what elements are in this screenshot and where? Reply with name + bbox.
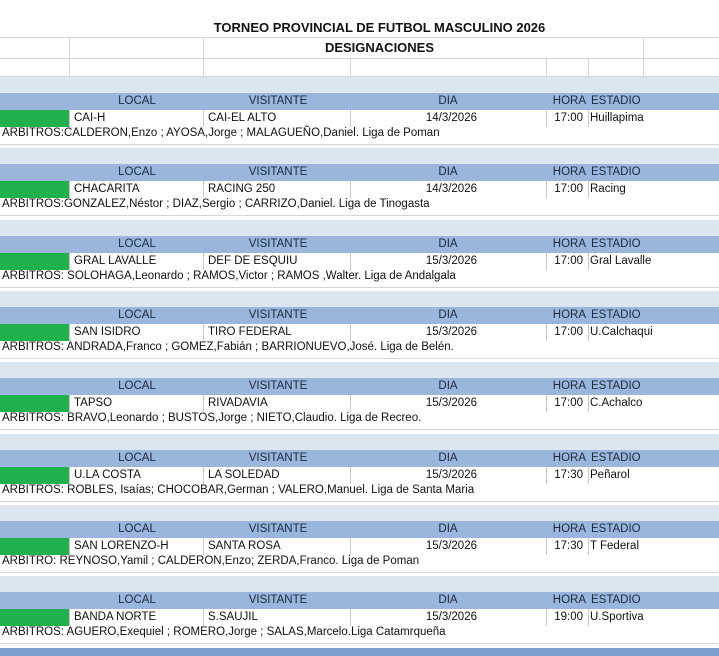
stadium: C.Achalco (590, 397, 643, 409)
header-visitante: VISITANTE (248, 95, 308, 107)
match-date: 15/3/2026 (425, 397, 477, 409)
match-row (0, 324, 719, 341)
cell-separator (588, 609, 589, 626)
cell-separator (69, 324, 70, 341)
gridline (0, 144, 719, 145)
gridline (350, 58, 351, 76)
header-dia: DIA (438, 166, 458, 178)
referees-line: ARBITROS: ANDRADA,Franco ; GOMEZ,Fabián ; BARRIONUEVO,José. Liga de Belén. (2, 341, 454, 353)
match-time: 17:30 (554, 540, 583, 552)
match-row (0, 538, 719, 555)
gridline (0, 215, 719, 216)
header-visitante: VISITANTE (248, 166, 308, 178)
match-date: 15/3/2026 (425, 469, 477, 481)
cell-separator (546, 253, 547, 270)
match-time: 17:00 (554, 397, 583, 409)
cell-separator (546, 609, 547, 626)
match-time: 17:00 (554, 183, 583, 195)
cell-separator (203, 538, 204, 555)
header-hora: HORA (552, 452, 586, 464)
cell-separator (588, 467, 589, 484)
stadium: T Federal (590, 540, 640, 552)
header-visitante: VISITANTE (248, 309, 308, 321)
local-team: CHACARITA (74, 183, 140, 195)
header-estadio: ESTADIO (591, 380, 641, 392)
match-time: 19:00 (554, 611, 583, 623)
visiting-team: SANTA ROSA (208, 540, 281, 552)
header-visitante: VISITANTE (248, 523, 308, 535)
cell-separator (546, 324, 547, 341)
match-date: 14/3/2026 (425, 183, 477, 195)
match-row (0, 181, 719, 198)
visiting-team: RIVADAVIA (208, 397, 268, 409)
match-time: 17:00 (554, 112, 583, 124)
header-estadio: ESTADIO (591, 452, 641, 464)
document-title: TORNEO PROVINCIAL DE FUTBOL MASCULINO 2026 (213, 20, 546, 35)
cell-separator (588, 538, 589, 555)
header-hora: HORA (552, 166, 586, 178)
cell-separator (546, 395, 547, 412)
gridline (0, 429, 719, 430)
visiting-team: LA SOLEDAD (208, 469, 280, 481)
local-team: SAN LORENZO-H (74, 540, 169, 552)
header-band-partial (0, 648, 719, 656)
header-local: LOCAL (118, 166, 156, 178)
gridline (0, 501, 719, 502)
header-hora: HORA (552, 309, 586, 321)
cell-separator (546, 538, 547, 555)
cell-separator (350, 467, 351, 484)
cell-separator (203, 609, 204, 626)
header-dia: DIA (438, 452, 458, 464)
column-header-row (0, 521, 719, 538)
stadium: Gral Lavalle (590, 255, 652, 267)
stadium: Huillapima (590, 112, 644, 124)
cell-separator (546, 181, 547, 198)
spacer-band (0, 148, 719, 164)
cell-separator (69, 467, 70, 484)
header-dia: DIA (438, 95, 458, 107)
cell-separator (203, 467, 204, 484)
match-date: 15/3/2026 (425, 540, 477, 552)
gridline (546, 58, 547, 76)
column-header-row (0, 450, 719, 467)
cell-separator (69, 253, 70, 270)
gridline (588, 58, 589, 76)
header-hora: HORA (552, 95, 586, 107)
header-local: LOCAL (118, 594, 156, 606)
header-estadio: ESTADIO (591, 309, 641, 321)
cell-separator (203, 181, 204, 198)
cell-separator (350, 538, 351, 555)
match-time: 17:00 (554, 255, 583, 267)
visiting-team: DEF DE ESQUIU (208, 255, 298, 267)
referees-line: ARBITROS: SOLOHAGA,Leonardo ; RAMOS,Victor ; RAMOS ,Walter. Liga de Andalgala (2, 270, 456, 282)
spacer-band (0, 77, 719, 93)
gridline (0, 358, 719, 359)
referees-line: ARBITROS: AGUERO,Exequiel ; ROMERO,Jorge ; SALAS,Marcelo.Liga Catamrqueña (2, 626, 446, 638)
cell-separator (588, 110, 589, 127)
local-team: U.LA COSTA (74, 469, 141, 481)
stadium: Racing (590, 183, 626, 195)
header-visitante: VISITANTE (248, 238, 308, 250)
referees-line: ARBITRO: REYNOSO,Yamil ; CALDERON,Enzo; ZERDA,Franco. Liga de Poman (2, 555, 420, 567)
header-estadio: ESTADIO (591, 594, 641, 606)
visiting-team: S.SAUJIL (208, 611, 258, 623)
match-time: 17:00 (554, 326, 583, 338)
header-dia: DIA (438, 523, 458, 535)
cell-separator (69, 538, 70, 555)
referees-line: ARBITROS:GONZALEZ,Néstor ; DIAZ,Sergio ; CARRIZO,Daniel. Liga de Tinogasta (2, 198, 430, 210)
header-local: LOCAL (118, 380, 156, 392)
cell-separator (350, 110, 351, 127)
cell-separator (69, 609, 70, 626)
referees-line: ARBITROS:CALDERON,Enzo ; AYOSA,Jorge ; MALAGUEÑO,Daniel. Liga de Poman (2, 127, 440, 139)
stadium: U.Sportiva (590, 611, 644, 623)
local-team: SAN ISIDRO (74, 326, 141, 338)
column-header-row (0, 307, 719, 324)
match-date: 15/3/2026 (425, 326, 477, 338)
header-visitante: VISITANTE (248, 452, 308, 464)
local-team: CAI-H (74, 112, 106, 124)
referees-line: ARBITROS: BRAVO,Leonardo ; BUSTOS,Jorge ; NIETO,Claudio. Liga de Recreo. (2, 412, 422, 424)
header-hora: HORA (552, 380, 586, 392)
visiting-team: TIRO FEDERAL (208, 326, 292, 338)
column-header-row (0, 378, 719, 395)
gridline (0, 643, 719, 644)
referees-line: ARBITROS: ROBLES, Isaías; CHOCOBAR,German ; VALERO,Manuel. Liga de Santa Maria (2, 484, 475, 496)
local-team: GRAL LAVALLE (74, 255, 157, 267)
header-estadio: ESTADIO (591, 95, 641, 107)
gridline (0, 287, 719, 288)
header-dia: DIA (438, 594, 458, 606)
cell-separator (588, 181, 589, 198)
cell-separator (588, 324, 589, 341)
header-hora: HORA (552, 523, 586, 535)
header-visitante: VISITANTE (248, 380, 308, 392)
header-estadio: ESTADIO (591, 166, 641, 178)
spacer-band (0, 505, 719, 521)
cell-separator (588, 253, 589, 270)
cell-separator (350, 253, 351, 270)
header-dia: DIA (438, 238, 458, 250)
header-dia: DIA (438, 380, 458, 392)
spacer-band (0, 291, 719, 307)
match-row (0, 395, 719, 412)
gridline (0, 37, 719, 38)
cell-separator (588, 395, 589, 412)
cell-separator (69, 395, 70, 412)
document-subtitle: DESIGNACIONES (324, 40, 435, 55)
header-local: LOCAL (118, 309, 156, 321)
status-marker (0, 538, 69, 555)
stadium: Peñarol (590, 469, 630, 481)
header-local: LOCAL (118, 238, 156, 250)
match-date: 15/3/2026 (425, 255, 477, 267)
header-estadio: ESTADIO (591, 238, 641, 250)
header-estadio: ESTADIO (591, 523, 641, 535)
column-header-row (0, 93, 719, 110)
status-marker (0, 467, 69, 484)
header-local: LOCAL (118, 523, 156, 535)
match-time: 17:30 (554, 469, 583, 481)
status-marker (0, 181, 69, 198)
cell-separator (350, 181, 351, 198)
status-marker (0, 253, 69, 270)
cell-separator (350, 324, 351, 341)
status-marker (0, 110, 69, 127)
match-date: 15/3/2026 (425, 611, 477, 623)
cell-separator (203, 324, 204, 341)
column-header-row (0, 164, 719, 181)
header-local: LOCAL (118, 452, 156, 464)
status-marker (0, 324, 69, 341)
header-visitante: VISITANTE (248, 594, 308, 606)
spacer-band (0, 220, 719, 236)
header-hora: HORA (552, 238, 586, 250)
status-marker (0, 609, 69, 626)
visiting-team: RACING 250 (208, 183, 276, 195)
header-dia: DIA (438, 309, 458, 321)
spacer-band (0, 362, 719, 378)
cell-separator (546, 110, 547, 127)
local-team: TAPSO (74, 397, 113, 409)
cell-separator (203, 395, 204, 412)
match-row (0, 609, 719, 626)
cell-separator (69, 110, 70, 127)
match-row (0, 110, 719, 127)
match-date: 14/3/2026 (425, 112, 477, 124)
gridline (0, 572, 719, 573)
local-team: BANDA NORTE (74, 611, 157, 623)
visiting-team: CAI-EL ALTO (208, 112, 277, 124)
status-marker (0, 395, 69, 412)
gridline (0, 58, 719, 59)
cell-separator (546, 467, 547, 484)
header-hora: HORA (552, 594, 586, 606)
header-local: LOCAL (118, 95, 156, 107)
cell-separator (350, 395, 351, 412)
match-row (0, 467, 719, 484)
spacer-band (0, 576, 719, 592)
cell-separator (350, 609, 351, 626)
cell-separator (203, 253, 204, 270)
match-row (0, 253, 719, 270)
stadium: U.Calchaqui (590, 326, 653, 338)
cell-separator (203, 110, 204, 127)
column-header-row (0, 592, 719, 609)
spacer-band (0, 434, 719, 450)
column-header-row (0, 236, 719, 253)
cell-separator (69, 181, 70, 198)
